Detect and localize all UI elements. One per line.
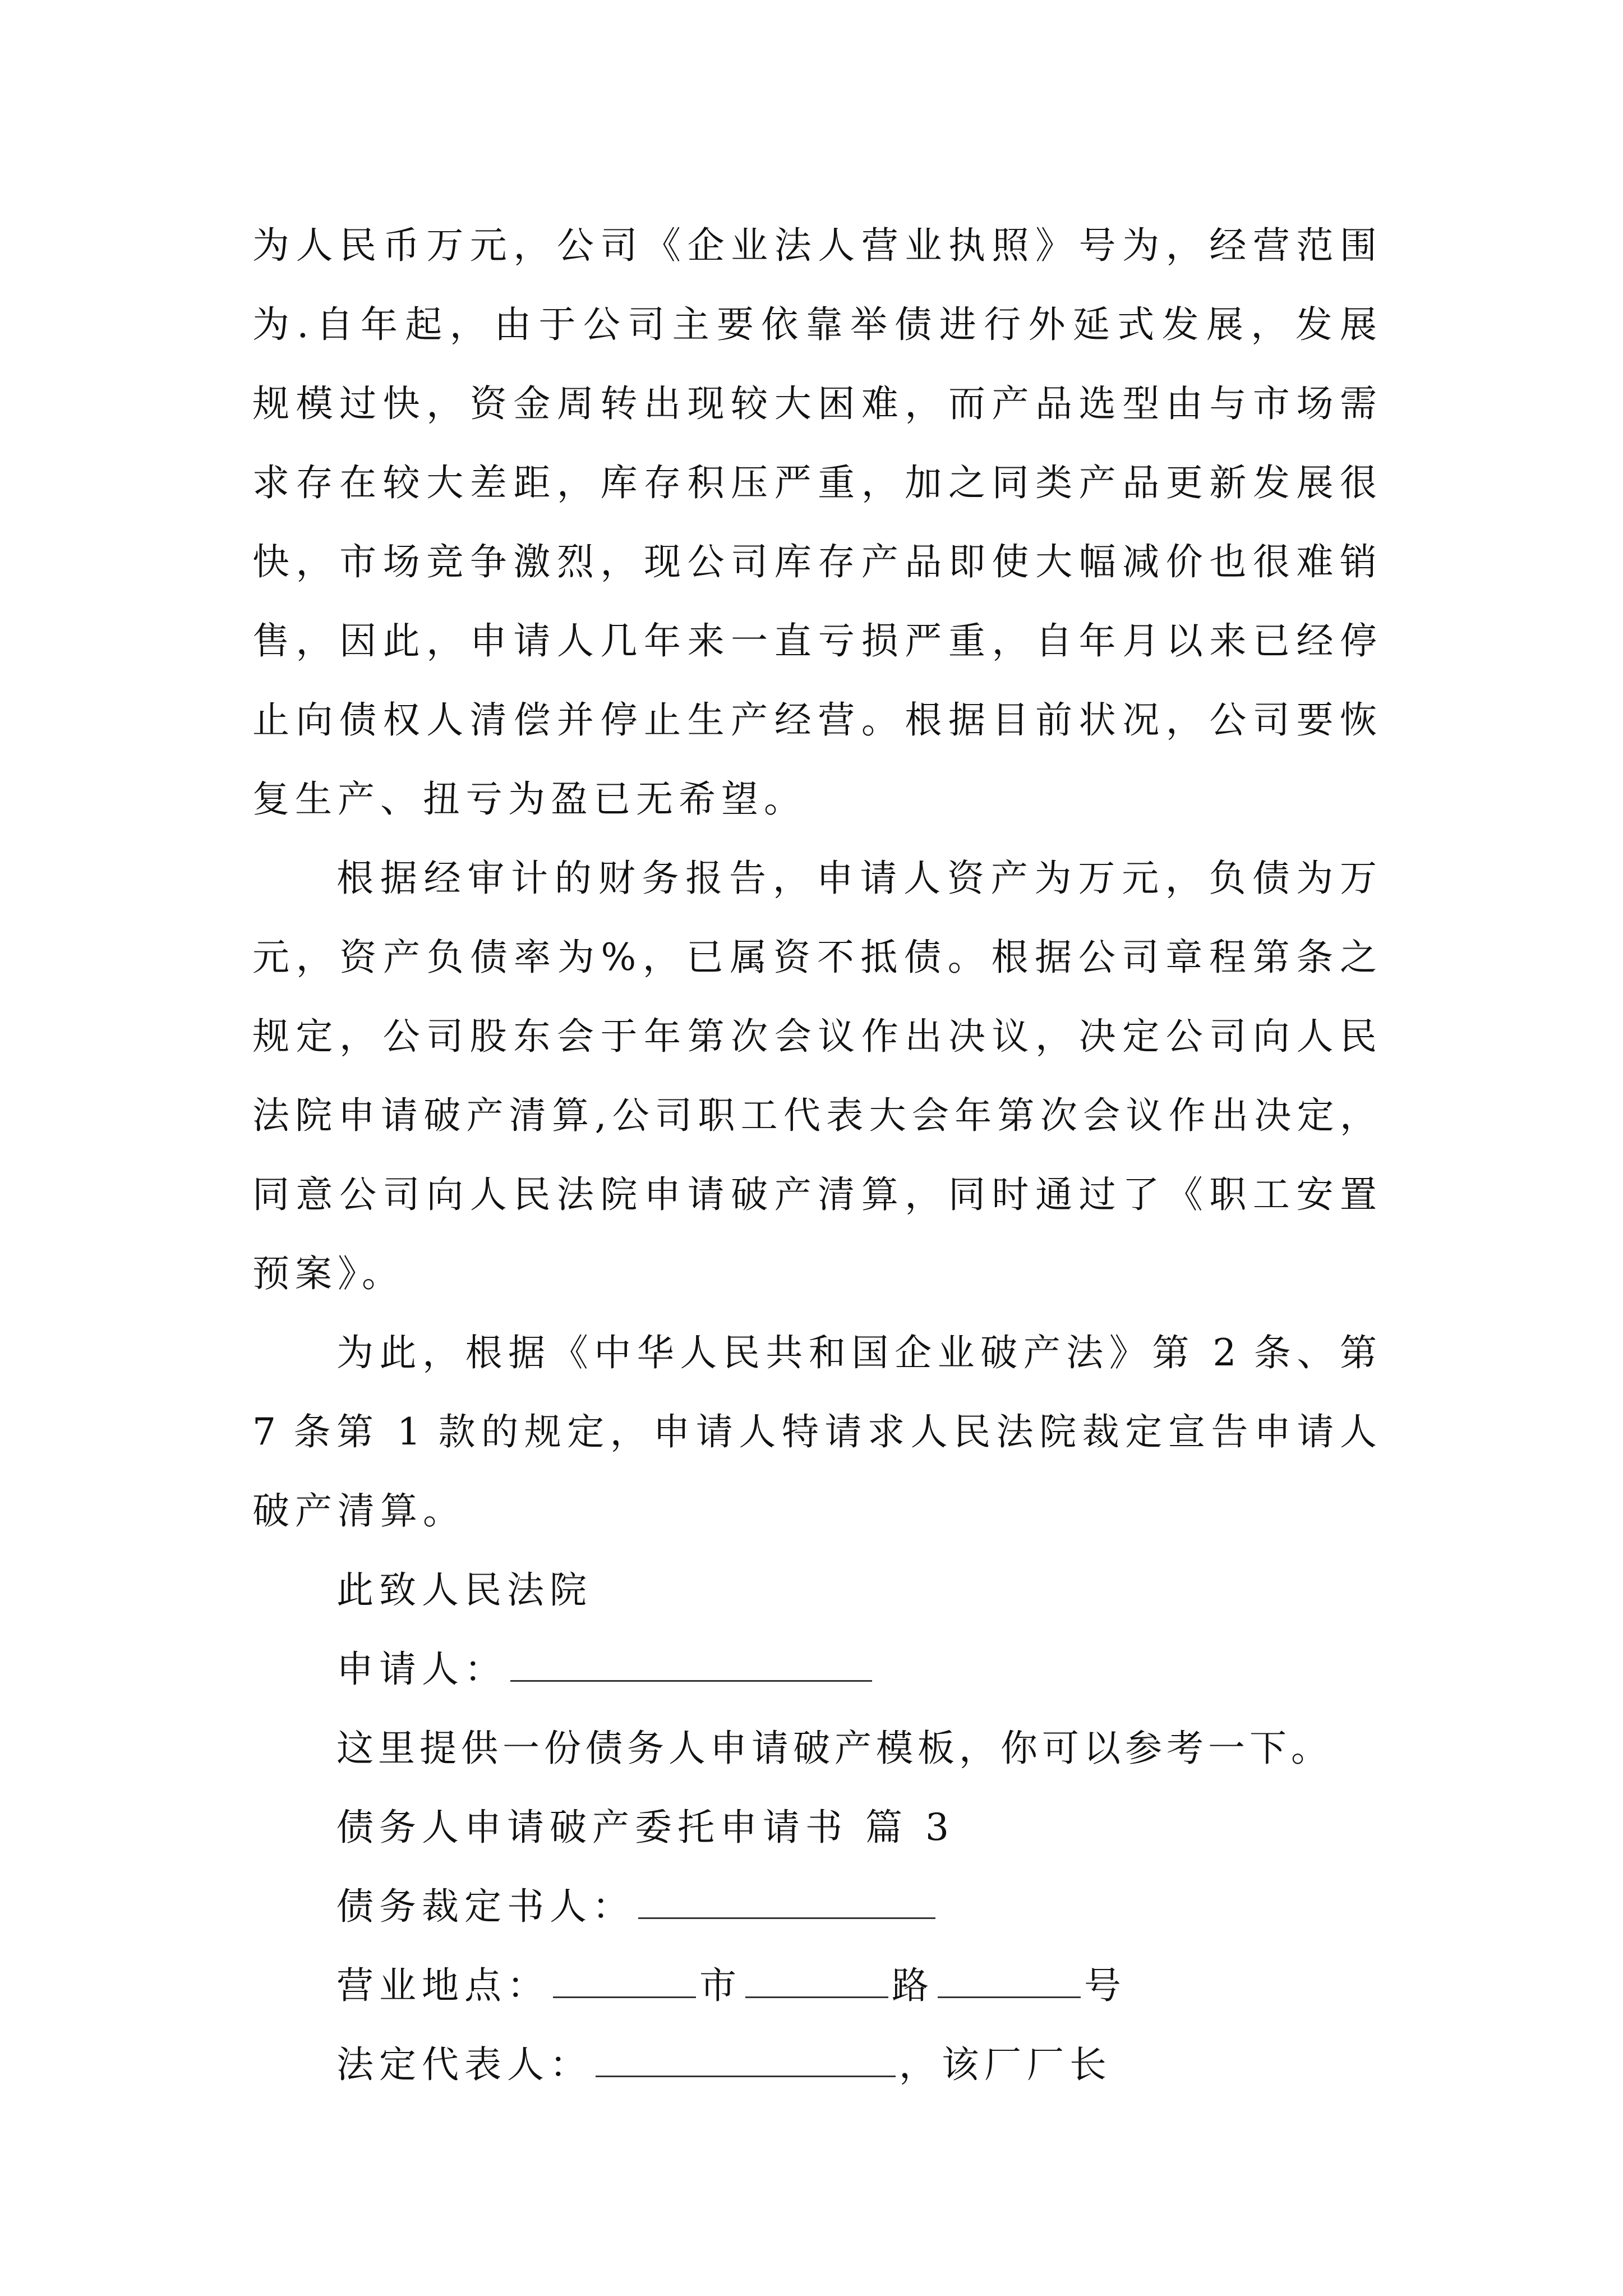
paragraph-2-line-5: 同意公司向人民法院申请破产清算，同时通过了《职工安置: [252, 1173, 1377, 1216]
paragraph-2-line-4: 法院申请破产清算,公司职工代表大会年第次会议作出决定，: [252, 1094, 1377, 1137]
paragraph-2-line-6: 预案》。: [252, 1252, 404, 1295]
applicant-blank: [510, 1648, 872, 1682]
paragraph-2-line-3: 规定，公司股东会于年第次会议作出决议，决定公司向人民: [252, 1015, 1377, 1058]
paragraph-3-line-3: 破产清算。: [252, 1489, 465, 1533]
address-line: [336, 1963, 1127, 2008]
debtor-line: [336, 1884, 939, 1929]
legal-rep-suffix: ，该厂厂长: [899, 2043, 1112, 2086]
closing-line: 此致人民法院: [336, 1568, 592, 1612]
paragraph-2-line-2: 元，资产负债率为%，已属资不抵债。根据公司章程第条之: [252, 936, 1377, 979]
address-road-blank: [745, 1964, 888, 1998]
address-city-blank: [553, 1964, 696, 1998]
applicant-label: 申请人：: [336, 1648, 507, 1691]
paragraph-2-line-1: 根据经审计的财务报告，申请人资产为万元，负债为万: [336, 857, 1377, 900]
paragraph-1-line-3: 规模过快，资金周转出现较大困难，而产品选型由与市场需: [252, 382, 1377, 425]
section-title: 债务人申请破产委托申请书 篇 3: [336, 1806, 955, 1849]
debtor-blank: [638, 1885, 935, 1919]
address-number-label: 号: [1084, 1964, 1127, 2007]
paragraph-1-line-8: 复生产、扭亏为盈已无希望。: [252, 777, 806, 821]
paragraph-1-line-4: 求存在较大差距，库存积压严重，加之同类产品更新发展很: [252, 461, 1377, 504]
paragraph-1-line-6: 售，因此，申请人几年来一直亏损严重，自年月以来已经停: [252, 619, 1377, 662]
paragraph-3-line-1: 为此，根据《中华人民共和国企业破产法》第 2 条、第: [336, 1331, 1377, 1374]
debtor-label: 债务裁定书人：: [336, 1885, 635, 1928]
paragraph-1-line-7: 止向债权人清偿并停止生产经营。根据目前状况，公司要恢: [252, 698, 1377, 742]
legal-rep-label: 法定代表人：: [336, 2043, 592, 2086]
paragraph-3-line-2: 7 条第 1 款的规定，申请人特请求人民法院裁定宣告申请人: [252, 1410, 1377, 1453]
address-number-blank: [938, 1964, 1081, 1998]
address-label: 营业地点：: [336, 1964, 550, 2007]
paragraph-1-line-2: 为.自年起，由于公司主要依靠举债进行外延式发展，发展: [252, 303, 1377, 346]
address-road-label: 路: [892, 1964, 934, 2007]
legal-rep-line: [336, 2042, 1112, 2087]
applicant-line: [336, 1647, 875, 1692]
legal-rep-blank: [596, 2043, 896, 2077]
address-city-label: 市: [699, 1964, 742, 2007]
paragraph-1-line-5: 快，市场竞争激烈，现公司库存产品即使大幅减价也很难销: [252, 540, 1377, 583]
paragraph-1-line-1: 为人民币万元，公司《企业法人营业执照》号为，经营范围: [252, 224, 1377, 267]
note-line: 这里提供一份债务人申请破产模板，你可以参考一下。: [336, 1727, 1332, 1770]
